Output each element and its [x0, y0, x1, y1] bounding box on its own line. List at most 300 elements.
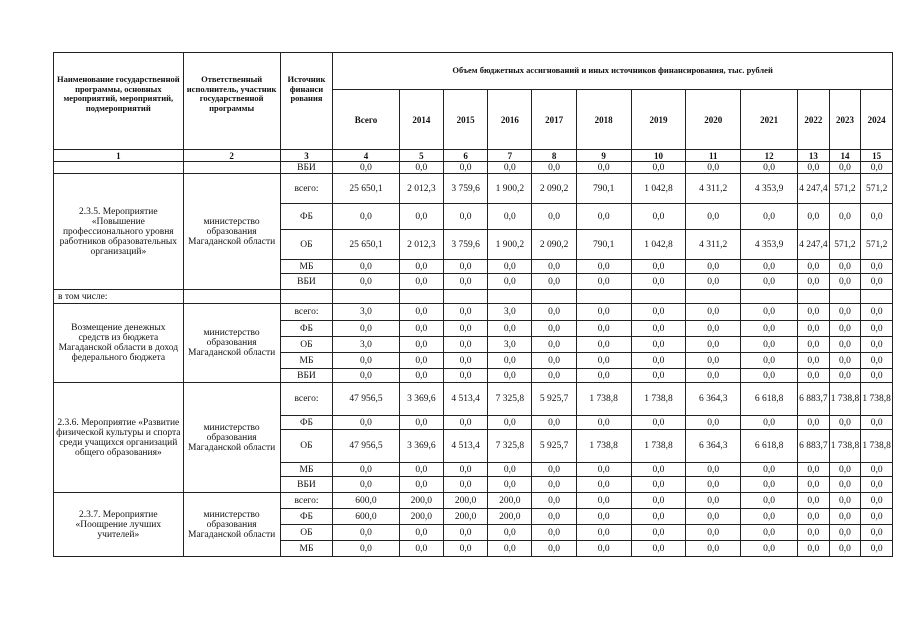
year-value: 0,0: [631, 260, 686, 274]
year-value: 0,0: [576, 463, 631, 477]
year-value: 0,0: [631, 337, 686, 353]
year-value: 0,0: [741, 541, 798, 557]
year-value: 0,0: [576, 493, 631, 509]
year-value: 0,0: [443, 304, 487, 321]
year-value: 0,0: [798, 477, 830, 493]
year-value: 6 883,7: [798, 383, 830, 416]
row-total: 0,0: [333, 477, 399, 493]
year-value: 0,0: [861, 369, 893, 383]
year-value: 0,0: [686, 353, 741, 369]
budget-table: [53, 52, 893, 557]
year-value: 3,0: [488, 337, 532, 353]
year-value: 0,0: [829, 477, 861, 493]
header-year-2021: 2021: [741, 90, 798, 150]
year-value: 0,0: [532, 541, 576, 557]
empty-cell: [861, 290, 893, 304]
year-value: 0,0: [443, 162, 487, 174]
year-value: 0,0: [631, 304, 686, 321]
year-value: 0,0: [532, 304, 576, 321]
year-value: 0,0: [488, 260, 532, 274]
year-value: 0,0: [488, 477, 532, 493]
year-value: 0,0: [686, 525, 741, 541]
year-value: 0,0: [631, 477, 686, 493]
year-value: 0,0: [741, 463, 798, 477]
year-value: 790,1: [576, 230, 631, 260]
column-index: 12: [741, 150, 798, 162]
year-value: 0,0: [798, 274, 830, 290]
year-value: 0,0: [443, 541, 487, 557]
year-value: 0,0: [686, 509, 741, 525]
year-value: 0,0: [576, 337, 631, 353]
year-value: 0,0: [532, 353, 576, 369]
table-row: [54, 493, 893, 509]
row-total: 600,0: [333, 509, 399, 525]
year-value: 200,0: [443, 493, 487, 509]
year-value: 0,0: [741, 353, 798, 369]
year-value: 1 738,8: [829, 430, 861, 463]
header-funding-source: Источник финанси рования: [280, 53, 333, 150]
year-value: 0,0: [861, 337, 893, 353]
year-value: 3 759,6: [443, 230, 487, 260]
subheading-in-that-number: в том числе:: [54, 290, 184, 304]
year-value: 0,0: [686, 337, 741, 353]
year-value: 0,0: [829, 337, 861, 353]
year-value: 0,0: [532, 493, 576, 509]
year-value: 0,0: [576, 416, 631, 430]
row-total: 25 650,1: [333, 174, 399, 204]
year-value: 0,0: [798, 304, 830, 321]
year-value: 0,0: [829, 463, 861, 477]
year-value: 0,0: [798, 162, 830, 174]
year-value: 0,0: [861, 321, 893, 337]
year-value: 0,0: [631, 321, 686, 337]
year-value: 200,0: [399, 493, 443, 509]
empty-cell: [183, 162, 280, 174]
year-value: 200,0: [399, 509, 443, 525]
year-value: 0,0: [861, 509, 893, 525]
table-row: [54, 174, 893, 204]
year-value: 0,0: [741, 493, 798, 509]
year-value: 790,1: [576, 174, 631, 204]
column-index: 15: [861, 150, 893, 162]
year-value: 3,0: [488, 304, 532, 321]
responsible-executor: министерство образования Магаданской области: [183, 304, 280, 383]
header-responsible: Ответственный исполнитель, участник государственной программы: [183, 53, 280, 150]
year-value: 0,0: [399, 477, 443, 493]
column-index: 14: [829, 150, 861, 162]
year-value: 6 883,7: [798, 430, 830, 463]
column-index: 9: [576, 150, 631, 162]
column-index: 3: [280, 150, 333, 162]
row-total: 0,0: [333, 463, 399, 477]
year-value: 0,0: [741, 260, 798, 274]
year-value: 0,0: [686, 204, 741, 230]
funding-source: ОБ: [280, 430, 333, 463]
year-value: 0,0: [532, 337, 576, 353]
responsible-executor: министерство образования Магаданской области: [183, 383, 280, 493]
year-value: 0,0: [829, 204, 861, 230]
year-value: 5 925,7: [532, 430, 576, 463]
year-value: 0,0: [861, 162, 893, 174]
responsible-executor: министерство образования Магаданской области: [183, 174, 280, 290]
year-value: 4 353,9: [741, 230, 798, 260]
year-value: 0,0: [798, 493, 830, 509]
activity-name: Возмещение денежных средств из бюджета Магаданской области в доход федерального бюджета: [54, 304, 184, 383]
year-value: 0,0: [443, 337, 487, 353]
empty-cell: [443, 290, 487, 304]
year-value: 0,0: [798, 369, 830, 383]
year-value: 1 738,8: [861, 430, 893, 463]
year-value: 0,0: [861, 493, 893, 509]
year-value: 0,0: [576, 509, 631, 525]
table-row: [54, 304, 893, 321]
year-value: 0,0: [532, 416, 576, 430]
row-total: 0,0: [333, 274, 399, 290]
funding-source: МБ: [280, 260, 333, 274]
header-year-2015: 2015: [443, 90, 487, 150]
year-value: 4 311,2: [686, 230, 741, 260]
year-value: 0,0: [741, 321, 798, 337]
year-value: 0,0: [576, 162, 631, 174]
year-value: 0,0: [399, 274, 443, 290]
year-value: 0,0: [443, 416, 487, 430]
year-value: 0,0: [861, 525, 893, 541]
year-value: 200,0: [443, 509, 487, 525]
year-value: 0,0: [741, 369, 798, 383]
year-value: 0,0: [631, 493, 686, 509]
empty-cell: [399, 290, 443, 304]
empty-cell: [829, 290, 861, 304]
year-value: 0,0: [576, 260, 631, 274]
year-value: 0,0: [576, 477, 631, 493]
responsible-executor: министерство образования Магаданской области: [183, 493, 280, 557]
year-value: 0,0: [399, 525, 443, 541]
year-value: 2 090,2: [532, 230, 576, 260]
funding-source: МБ: [280, 353, 333, 369]
year-value: 2 090,2: [532, 174, 576, 204]
year-value: 3 369,6: [399, 383, 443, 416]
year-value: 0,0: [686, 274, 741, 290]
funding-source: МБ: [280, 463, 333, 477]
empty-cell: [488, 290, 532, 304]
year-value: 0,0: [798, 416, 830, 430]
year-value: 3 759,6: [443, 174, 487, 204]
year-value: 0,0: [399, 321, 443, 337]
row-total: 0,0: [333, 204, 399, 230]
year-value: 571,2: [829, 174, 861, 204]
year-value: 0,0: [861, 204, 893, 230]
year-value: 7 325,8: [488, 383, 532, 416]
funding-source: ФБ: [280, 416, 333, 430]
funding-source: ФБ: [280, 509, 333, 525]
year-value: 4 353,9: [741, 174, 798, 204]
year-value: 0,0: [443, 463, 487, 477]
year-value: 0,0: [399, 463, 443, 477]
year-value: 0,0: [829, 304, 861, 321]
header-total: Всего: [333, 90, 399, 150]
empty-cell: [333, 290, 399, 304]
funding-source: всего:: [280, 304, 333, 321]
year-value: 4 247,4: [798, 174, 830, 204]
funding-source: всего:: [280, 383, 333, 416]
year-value: 0,0: [488, 369, 532, 383]
column-index: 2: [183, 150, 280, 162]
column-index: 8: [532, 150, 576, 162]
year-value: 0,0: [798, 509, 830, 525]
year-value: 0,0: [686, 541, 741, 557]
budget-table-body: [54, 162, 893, 557]
empty-cell: [798, 290, 830, 304]
year-value: 2 012,3: [399, 174, 443, 204]
header-year-2019: 2019: [631, 90, 686, 150]
year-value: 0,0: [488, 162, 532, 174]
year-value: 0,0: [741, 525, 798, 541]
year-value: 0,0: [686, 260, 741, 274]
header-budget-volume: Объем бюджетных ассигнований и иных источников финансирования, тыс. рублей: [333, 53, 893, 90]
year-value: 1 042,8: [631, 230, 686, 260]
year-value: 0,0: [532, 274, 576, 290]
empty-cell: [54, 162, 184, 174]
year-value: 0,0: [686, 321, 741, 337]
year-value: 3 369,6: [399, 430, 443, 463]
year-value: 0,0: [631, 369, 686, 383]
year-value: 0,0: [488, 541, 532, 557]
empty-cell: [183, 290, 280, 304]
table-row: [54, 290, 893, 304]
year-value: 0,0: [798, 353, 830, 369]
year-value: 1 042,8: [631, 174, 686, 204]
year-value: 0,0: [631, 509, 686, 525]
row-total: 47 956,5: [333, 430, 399, 463]
year-value: 0,0: [798, 525, 830, 541]
year-value: 0,0: [576, 274, 631, 290]
year-value: 0,0: [686, 304, 741, 321]
year-value: 0,0: [488, 321, 532, 337]
year-value: 0,0: [686, 162, 741, 174]
empty-cell: [280, 290, 333, 304]
funding-source: всего:: [280, 174, 333, 204]
funding-source: МБ: [280, 541, 333, 557]
year-value: 0,0: [686, 369, 741, 383]
column-index: 7: [488, 150, 532, 162]
year-value: 1 900,2: [488, 174, 532, 204]
funding-source: ВБИ: [280, 369, 333, 383]
row-total: 0,0: [333, 353, 399, 369]
year-value: 0,0: [488, 274, 532, 290]
year-value: 0,0: [829, 260, 861, 274]
activity-name: 2.3.5. Мероприятие «Повышение профессионального уровня работников образовательных организаций»: [54, 174, 184, 290]
year-value: 0,0: [576, 304, 631, 321]
year-value: 0,0: [861, 416, 893, 430]
header-year-2014: 2014: [399, 90, 443, 150]
column-index: 13: [798, 150, 830, 162]
year-value: 0,0: [399, 260, 443, 274]
funding-source: ВБИ: [280, 477, 333, 493]
year-value: 0,0: [686, 463, 741, 477]
year-value: 0,0: [443, 321, 487, 337]
table-row: [54, 383, 893, 416]
year-value: 0,0: [631, 416, 686, 430]
year-value: 0,0: [443, 260, 487, 274]
funding-source: ВБИ: [280, 162, 333, 174]
year-value: 4 247,4: [798, 230, 830, 260]
year-value: 0,0: [488, 416, 532, 430]
year-value: 0,0: [861, 304, 893, 321]
row-total: 0,0: [333, 369, 399, 383]
column-index-row: [54, 150, 893, 162]
funding-source: ОБ: [280, 230, 333, 260]
year-value: 5 925,7: [532, 383, 576, 416]
row-total: 0,0: [333, 525, 399, 541]
year-value: 0,0: [829, 162, 861, 174]
year-value: 0,0: [399, 304, 443, 321]
year-value: 0,0: [532, 509, 576, 525]
year-value: 0,0: [532, 477, 576, 493]
column-index: 5: [399, 150, 443, 162]
year-value: 4 311,2: [686, 174, 741, 204]
year-value: 0,0: [829, 509, 861, 525]
year-value: 0,0: [399, 162, 443, 174]
activity-name: 2.3.6. Мероприятие «Развитие физической культуры и спорта среди учащихся организаций общего образования»: [54, 383, 184, 493]
year-value: 4 513,4: [443, 430, 487, 463]
empty-cell: [532, 290, 576, 304]
year-value: 0,0: [576, 204, 631, 230]
column-index: 1: [54, 150, 184, 162]
funding-source: ВБИ: [280, 274, 333, 290]
year-value: 0,0: [631, 204, 686, 230]
year-value: 1 900,2: [488, 230, 532, 260]
activity-name: 2.3.7. Мероприятие «Поощрение лучших учителей»: [54, 493, 184, 557]
year-value: 2 012,3: [399, 230, 443, 260]
year-value: 0,0: [399, 337, 443, 353]
year-value: 0,0: [741, 304, 798, 321]
year-value: 0,0: [686, 416, 741, 430]
year-value: 1 738,8: [829, 383, 861, 416]
year-value: 0,0: [399, 541, 443, 557]
year-value: 0,0: [798, 204, 830, 230]
year-value: 1 738,8: [576, 383, 631, 416]
year-value: 6 618,8: [741, 430, 798, 463]
year-value: 0,0: [829, 541, 861, 557]
year-value: 0,0: [488, 353, 532, 369]
year-value: 0,0: [741, 162, 798, 174]
funding-source: всего:: [280, 493, 333, 509]
year-value: 0,0: [861, 274, 893, 290]
year-value: 200,0: [488, 493, 532, 509]
year-value: 1 738,8: [576, 430, 631, 463]
year-value: 0,0: [686, 493, 741, 509]
year-value: 0,0: [532, 369, 576, 383]
row-total: 3,0: [333, 304, 399, 321]
column-index: 10: [631, 150, 686, 162]
column-index: 4: [333, 150, 399, 162]
document-page: [53, 52, 893, 557]
year-value: 0,0: [631, 274, 686, 290]
header-program-name: Наименование государственной программы, основных мероприятий, мероприятий, подмероприятий: [54, 53, 184, 150]
year-value: 0,0: [399, 204, 443, 230]
year-value: 0,0: [798, 541, 830, 557]
empty-cell: [686, 290, 741, 304]
year-value: 0,0: [532, 525, 576, 541]
table-row: [54, 162, 893, 174]
year-value: 0,0: [532, 321, 576, 337]
year-value: 0,0: [829, 416, 861, 430]
year-value: 0,0: [631, 463, 686, 477]
empty-cell: [631, 290, 686, 304]
year-value: 0,0: [532, 162, 576, 174]
year-value: 0,0: [576, 541, 631, 557]
year-value: 571,2: [829, 230, 861, 260]
year-value: 0,0: [399, 416, 443, 430]
row-total: 0,0: [333, 321, 399, 337]
row-total: 0,0: [333, 416, 399, 430]
column-index: 11: [686, 150, 741, 162]
year-value: 0,0: [631, 541, 686, 557]
year-value: 0,0: [829, 274, 861, 290]
year-value: 571,2: [861, 174, 893, 204]
year-value: 0,0: [861, 353, 893, 369]
year-value: 0,0: [741, 416, 798, 430]
year-value: 0,0: [829, 525, 861, 541]
column-index: 6: [443, 150, 487, 162]
year-value: 0,0: [532, 260, 576, 274]
header-year-2017: 2017: [532, 90, 576, 150]
year-value: 0,0: [686, 477, 741, 493]
year-value: 0,0: [631, 162, 686, 174]
year-value: 0,0: [741, 337, 798, 353]
year-value: 0,0: [399, 353, 443, 369]
year-value: 0,0: [829, 321, 861, 337]
year-value: 1 738,8: [861, 383, 893, 416]
year-value: 1 738,8: [631, 383, 686, 416]
row-total: 0,0: [333, 162, 399, 174]
year-value: 0,0: [631, 525, 686, 541]
year-value: 0,0: [798, 337, 830, 353]
empty-cell: [741, 290, 798, 304]
header-year-2018: 2018: [576, 90, 631, 150]
year-value: 0,0: [631, 353, 686, 369]
year-value: 0,0: [443, 353, 487, 369]
year-value: 0,0: [798, 463, 830, 477]
year-value: 0,0: [399, 369, 443, 383]
year-value: 571,2: [861, 230, 893, 260]
header-year-2016: 2016: [488, 90, 532, 150]
row-total: 0,0: [333, 541, 399, 557]
year-value: 0,0: [798, 260, 830, 274]
funding-source: ФБ: [280, 204, 333, 230]
row-total: 47 956,5: [333, 383, 399, 416]
year-value: 0,0: [861, 541, 893, 557]
funding-source: ОБ: [280, 525, 333, 541]
year-value: 0,0: [576, 353, 631, 369]
header-year-2024: 2024: [861, 90, 893, 150]
year-value: 0,0: [798, 321, 830, 337]
row-total: 25 650,1: [333, 230, 399, 260]
empty-cell: [576, 290, 631, 304]
row-total: 0,0: [333, 260, 399, 274]
row-total: 3,0: [333, 337, 399, 353]
header-year-2023: 2023: [829, 90, 861, 150]
year-value: 0,0: [741, 509, 798, 525]
year-value: 0,0: [741, 204, 798, 230]
funding-source: ОБ: [280, 337, 333, 353]
year-value: 0,0: [488, 463, 532, 477]
year-value: 0,0: [532, 204, 576, 230]
year-value: 0,0: [576, 369, 631, 383]
year-value: 0,0: [861, 477, 893, 493]
header-year-2022: 2022: [798, 90, 830, 150]
year-value: 0,0: [576, 525, 631, 541]
